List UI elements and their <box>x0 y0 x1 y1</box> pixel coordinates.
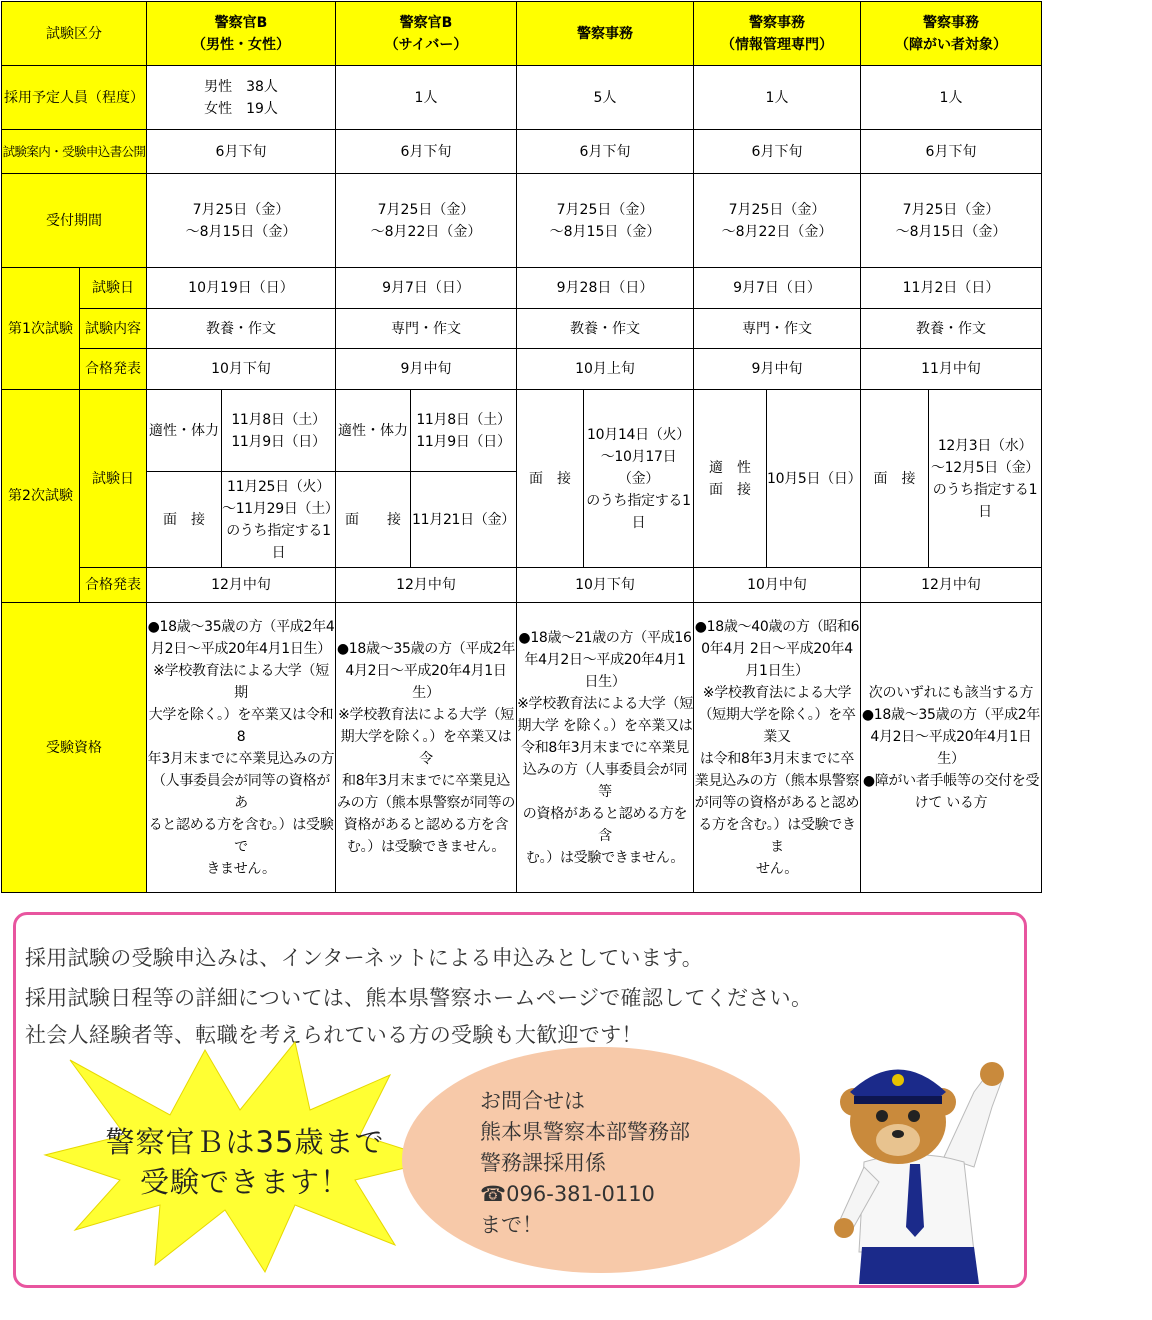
qual-line: ●18歳～40歳の方（昭和6 <box>694 618 860 635</box>
aptitude-label: 適 性 <box>709 459 751 476</box>
publication-row <box>2 130 1042 174</box>
first-exam-label: 第1次試験 <box>2 268 80 390</box>
qual-line: せん。 <box>756 860 798 877</box>
interview-label: 面 接 <box>709 481 751 498</box>
aptitude-date: 11月9日（日） <box>416 433 511 450</box>
qual-line: きません。 <box>206 860 276 877</box>
second-exam-result: 12月中旬 <box>861 568 1042 603</box>
interview-line: 日 <box>271 544 286 561</box>
qual-line: ●18歳～35歳の方（平成2年 <box>861 706 1041 723</box>
header-row <box>2 2 1042 66</box>
reception-cell <box>861 174 1042 268</box>
aptitude-dates <box>411 390 517 472</box>
reception-start: 7月25日（金） <box>556 201 654 218</box>
qual-line: る方を含む。）は受験できま <box>698 816 856 855</box>
interview-date: 10月5日（日） <box>767 390 861 568</box>
interview-line: のうち指定する1 <box>586 492 691 509</box>
qual-line: 資格があると認める方を含 <box>343 816 509 833</box>
first-exam-date: 11月2日（日） <box>861 268 1042 309</box>
aptitude-date: 11月9日（日） <box>231 433 326 450</box>
publication-cell: 6月下旬 <box>694 130 861 174</box>
qual-line: みの方（熊本県警察が同等の <box>336 794 516 811</box>
qual-line: が同等の資格があると認め <box>694 794 860 811</box>
qual-line: 次のいずれにも該当する方 <box>868 684 1034 701</box>
qualification-cell <box>147 603 336 893</box>
first-exam-date: 9月7日（日） <box>694 268 861 309</box>
first-exam-result: 10月下旬 <box>147 349 336 390</box>
qual-line: ると認める方を含む。）は受験で <box>148 816 334 855</box>
reception-start: 7月25日（金） <box>377 201 475 218</box>
exam-category-label: 試験区分 <box>2 2 147 66</box>
interview-line: 日 <box>631 514 646 531</box>
aptitude-interview-label <box>694 390 767 568</box>
hiring-cell <box>147 66 336 130</box>
first-exam-content: 教養・作文 <box>861 309 1042 349</box>
contact-phone: ☎096-381-0110 <box>480 1182 655 1206</box>
interview-line: のうち指定する1 <box>226 522 331 539</box>
qual-line: （短期大学を除く。）を卒業又 <box>698 706 856 745</box>
hiring-cell: 1人 <box>861 66 1042 130</box>
interview-label: 面 接 <box>336 472 411 568</box>
contact-line: 警務課採用係 <box>480 1151 606 1175</box>
col-header-police-b-cyber <box>336 2 517 66</box>
qual-line: （人事委員会が同等の資格があ <box>151 772 331 811</box>
hiring-cell: 1人 <box>336 66 517 130</box>
qual-line: 4月2日～平成20年4月1日 <box>345 662 507 679</box>
col-title: 警察事務 <box>923 14 979 31</box>
col-title: 警察官B <box>214 14 268 31</box>
qual-line: 年3月末までに卒業見込みの方 <box>147 750 335 767</box>
publication-cell: 6月下旬 <box>147 130 336 174</box>
first-exam-content-row <box>2 309 1042 349</box>
col-subtitle: （障がい者対象） <box>895 36 1007 53</box>
burst-line: 警察官Ｂは35歳まで <box>105 1125 385 1159</box>
qual-line: 生） <box>937 750 965 767</box>
first-exam-content: 専門・作文 <box>336 309 517 349</box>
exam-schedule-table <box>1 1 1042 893</box>
qualification-cell <box>336 603 517 893</box>
first-exam-content: 教養・作文 <box>147 309 336 349</box>
col-subtitle: （サイバー） <box>384 36 468 53</box>
hiring-label: 採用予定人員（程度） <box>2 66 147 130</box>
first-exam-result: 10月上旬 <box>517 349 694 390</box>
first-exam-date-label: 試験日 <box>80 268 147 309</box>
qual-line: 込みの方（人事委員会が同等 <box>522 761 688 800</box>
qualification-cell <box>517 603 694 893</box>
reception-cell <box>336 174 517 268</box>
interview-label: 面 接 <box>517 390 584 568</box>
interview-line: 日 <box>978 503 992 520</box>
reception-start: 7月25日（金） <box>728 201 826 218</box>
qual-line: 和8年3月末までに卒業見込 <box>342 772 510 789</box>
qual-line: む。）は受験できません。 <box>346 838 506 855</box>
qualification-row <box>2 603 1042 893</box>
col-title: 警察事務 <box>577 25 633 42</box>
first-exam-result-row <box>2 349 1042 390</box>
info-line-welcome: 社会人経験者等、転職を考えられている方の受験も大歓迎です！ <box>25 1023 643 1047</box>
qualification-cell <box>694 603 861 893</box>
qual-line: 0年4月 2日～平成20年4 <box>701 640 853 657</box>
first-exam-date: 10月19日（日） <box>147 268 336 309</box>
first-exam-date: 9月28日（日） <box>517 268 694 309</box>
qualification-label: 受験資格 <box>2 603 147 893</box>
qual-line: ※学校教育法による大学（短期 <box>153 662 329 701</box>
col-header-police-b <box>147 2 336 66</box>
qual-line: 生） <box>412 684 440 701</box>
qual-line: ●18歳～21歳の方（平成16 <box>518 629 692 646</box>
publication-cell: 6月下旬 <box>517 130 694 174</box>
second-exam-result: 12月中旬 <box>147 568 336 603</box>
interview-line: ～10月17日（金） <box>600 448 677 487</box>
first-exam-content: 専門・作文 <box>694 309 861 349</box>
reception-start: 7月25日（金） <box>902 201 1000 218</box>
qual-line: ※学校教育法による大学 <box>702 684 852 701</box>
hiring-male: 男性 38人 <box>204 78 278 95</box>
qual-line: 令和8年3月末までに卒業見 <box>521 739 689 756</box>
info-line-details: 採用試験日程等の詳細については、熊本県警察ホームページで確認してください。 <box>25 986 813 1010</box>
qual-line: ※学校教育法による大学（短 <box>517 695 693 712</box>
second-exam-result: 12月中旬 <box>336 568 517 603</box>
first-exam-result-label: 合格発表 <box>80 349 147 390</box>
second-exam-date-label: 試験日 <box>80 390 147 568</box>
reception-label: 受付期間 <box>2 174 147 268</box>
reception-end: ～8月22日（金） <box>370 223 482 240</box>
interview-line: 11月25日（火） <box>227 478 330 495</box>
contact-line: 熊本県警察本部警務部 <box>480 1120 690 1144</box>
interview-label: 面 接 <box>147 472 222 568</box>
second-exam-aptitude-row <box>2 390 1042 472</box>
aptitude-date: 11月8日（土） <box>416 411 511 428</box>
qual-line: 大学を除く。）を卒業又は令和8 <box>148 706 334 745</box>
hiring-cell: 1人 <box>694 66 861 130</box>
reception-end: ～8月22日（金） <box>721 223 833 240</box>
interview-line: 12月3日（水） <box>937 437 1033 454</box>
interview-dates <box>584 390 694 568</box>
contact-info <box>480 1086 690 1241</box>
publication-label: 試験案内・受験申込書公開 <box>2 130 147 174</box>
qual-line: ※学校教育法による大学（短 <box>338 706 514 723</box>
aptitude-label: 適性・体力 <box>336 390 411 472</box>
aptitude-date: 11月8日（土） <box>231 411 326 428</box>
reception-end: ～8月15日（金） <box>549 223 661 240</box>
qual-line: ●18歳～35歳の方（平成2年4 <box>147 618 335 635</box>
qualification-cell <box>861 603 1042 893</box>
second-exam-result: 10月下旬 <box>517 568 694 603</box>
qual-line: 期大学 を除く。）を卒業又は <box>517 717 693 734</box>
qual-line: ●18歳～35歳の方（平成2年 <box>336 640 516 657</box>
col-header-police-office-info <box>694 2 861 66</box>
reception-start: 7月25日（金） <box>192 201 290 218</box>
reception-end: ～8月15日（金） <box>185 223 297 240</box>
qual-line: の資格があると認める方を含 <box>522 805 688 844</box>
first-exam-result: 9月中旬 <box>336 349 517 390</box>
interview-date: 11月21日（金） <box>411 472 517 568</box>
burst-line: 受験できます！ <box>139 1165 350 1199</box>
col-title: 警察官B <box>399 14 453 31</box>
first-exam-content-label: 試験内容 <box>80 309 147 349</box>
burst-message <box>80 1122 410 1202</box>
qual-line: は令和8年3月末までに卒 <box>699 750 855 767</box>
interview-label: 面 接 <box>861 390 929 568</box>
col-subtitle: （情報管理専門） <box>721 36 833 53</box>
first-exam-result: 9月中旬 <box>694 349 861 390</box>
hiring-female: 女性 19人 <box>204 100 278 117</box>
interview-dates <box>929 390 1042 568</box>
qual-line: む。）は受験できません。 <box>525 849 685 866</box>
aptitude-label: 適性・体力 <box>147 390 222 472</box>
qual-line: 年4月2日～平成20年4月1 <box>524 651 686 668</box>
qual-line: 業見込みの方（熊本県警察 <box>694 772 860 789</box>
second-exam-label: 第2次試験 <box>2 390 80 603</box>
publication-cell: 6月下旬 <box>336 130 517 174</box>
col-title: 警察事務 <box>749 14 805 31</box>
second-exam-result-label: 合格発表 <box>80 568 147 603</box>
interview-line: 10月14日（火） <box>587 426 690 443</box>
interview-dates <box>222 472 339 568</box>
police-bear-mascot-icon <box>824 1052 1004 1284</box>
first-exam-content: 教養・作文 <box>517 309 694 349</box>
contact-line: お問合せは <box>480 1089 585 1113</box>
second-exam-result: 10月中旬 <box>694 568 861 603</box>
contact-line: まで！ <box>480 1213 543 1237</box>
qual-line: 月2日～平成20年4月1日生） <box>150 640 332 657</box>
reception-cell <box>694 174 861 268</box>
interview-line: ～11月29日（土） <box>222 500 339 517</box>
col-subtitle: （男性・女性） <box>192 36 290 53</box>
interview-line: ～12月5日（金） <box>930 459 1040 476</box>
first-exam-result: 11月中旬 <box>861 349 1042 390</box>
qual-line: 日生） <box>584 673 626 690</box>
first-exam-date: 9月7日（日） <box>336 268 517 309</box>
qual-line: ●障がい者手帳等の交付を受 <box>862 772 1040 789</box>
first-exam-date-row <box>2 268 1042 309</box>
reception-row <box>2 174 1042 268</box>
qual-line: 月1日生） <box>745 662 809 679</box>
reception-cell <box>517 174 694 268</box>
col-header-police-office <box>517 2 694 66</box>
col-header-police-office-disability <box>861 2 1042 66</box>
hiring-row <box>2 66 1042 130</box>
hiring-cell: 5人 <box>517 66 694 130</box>
reception-cell <box>147 174 336 268</box>
publication-cell: 6月下旬 <box>861 130 1042 174</box>
qual-line: けて いる方 <box>914 794 988 811</box>
reception-end: ～8月15日（金） <box>895 223 1007 240</box>
qual-line: 4月2日～平成20年4月1日 <box>870 728 1032 745</box>
second-exam-result-row <box>2 568 1042 603</box>
interview-line: のうち指定する1 <box>932 481 1038 498</box>
aptitude-dates <box>222 390 336 472</box>
info-line-application: 採用試験の受験申込みは、インターネットによる申込みとしています。 <box>25 946 704 970</box>
qual-line: 期大学を除く。）を卒業又は令 <box>340 728 512 767</box>
